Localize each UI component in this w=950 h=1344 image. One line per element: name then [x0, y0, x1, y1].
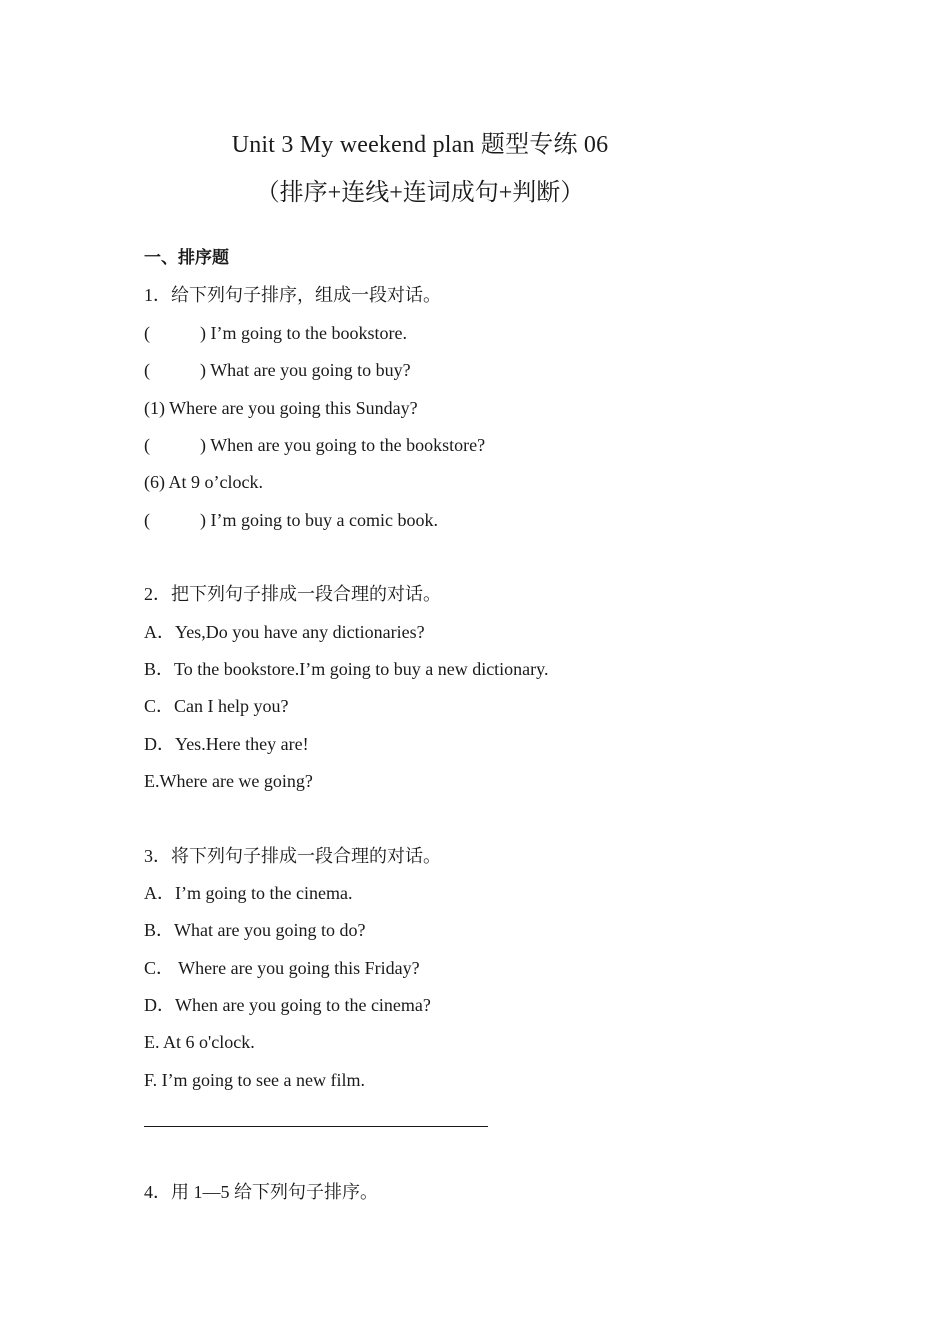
- q1-item-2: [144, 358, 411, 382]
- q1-item-4-close: ): [200, 435, 206, 455]
- document-subtitle: （排序+连线+连词成句+判断）: [255, 180, 585, 206]
- q1-item-4-text: When are you going to the bookstore?: [210, 435, 486, 455]
- question-1-prompt: 1．给下列句子排序，组成一段对话。: [144, 285, 441, 305]
- q1-item-1-text: I’m going to the bookstore.: [210, 323, 407, 343]
- q1-item-4-open: (: [144, 435, 150, 455]
- q2-option-e: E.Where are we going?: [144, 771, 313, 791]
- question-2-prompt: 2．把下列句子排成一段合理的对话。: [144, 584, 441, 604]
- q2-option-c: C．Can I help you?: [144, 696, 289, 716]
- q3-option-a: A．I’m going to the cinema.: [144, 883, 353, 903]
- q3-option-e: E. At 6 o'clock.: [144, 1032, 255, 1052]
- q2-option-a: A．Yes,Do you have any dictionaries?: [144, 622, 425, 642]
- q2-option-b: B．To the bookstore.I’m going to buy a new dictionary.: [144, 659, 549, 679]
- q1-item-3: (1) Where are you going this Sunday?: [144, 398, 418, 418]
- q1-item-6: [144, 508, 438, 532]
- answer-line[interactable]: [144, 1126, 488, 1127]
- q1-item-2-open: (: [144, 360, 150, 380]
- section-heading: 一、排序题: [144, 248, 229, 268]
- q2-option-d: D．Yes.Here they are!: [144, 734, 309, 754]
- question-3-prompt: 3．将下列句子排成一段合理的对话。: [144, 846, 441, 866]
- q3-option-b: B．What are you going to do?: [144, 920, 366, 940]
- document-title: Unit 3 My weekend plan 题型专练 06: [231, 132, 609, 158]
- q3-option-c: C． Where are you going this Friday?: [144, 958, 420, 978]
- q1-item-6-text: I’m going to buy a comic book.: [210, 510, 438, 530]
- q1-item-6-open: (: [144, 510, 150, 530]
- q1-item-1-open: (: [144, 323, 150, 343]
- q3-option-d: D．When are you going to the cinema?: [144, 995, 431, 1015]
- q1-item-6-close: ): [200, 510, 206, 530]
- q1-item-4: [144, 433, 485, 457]
- question-4-prompt: 4．用 1—5 给下列句子排序。: [144, 1182, 378, 1202]
- q3-option-f: F. I’m going to see a new film.: [144, 1070, 366, 1090]
- q1-item-2-close: ): [200, 360, 206, 380]
- q1-item-1: [144, 321, 407, 345]
- q1-item-5: (6) At 9 o’clock.: [144, 472, 263, 492]
- q1-item-2-text: What are you going to buy?: [210, 360, 411, 380]
- q1-item-1-close: ): [200, 323, 206, 343]
